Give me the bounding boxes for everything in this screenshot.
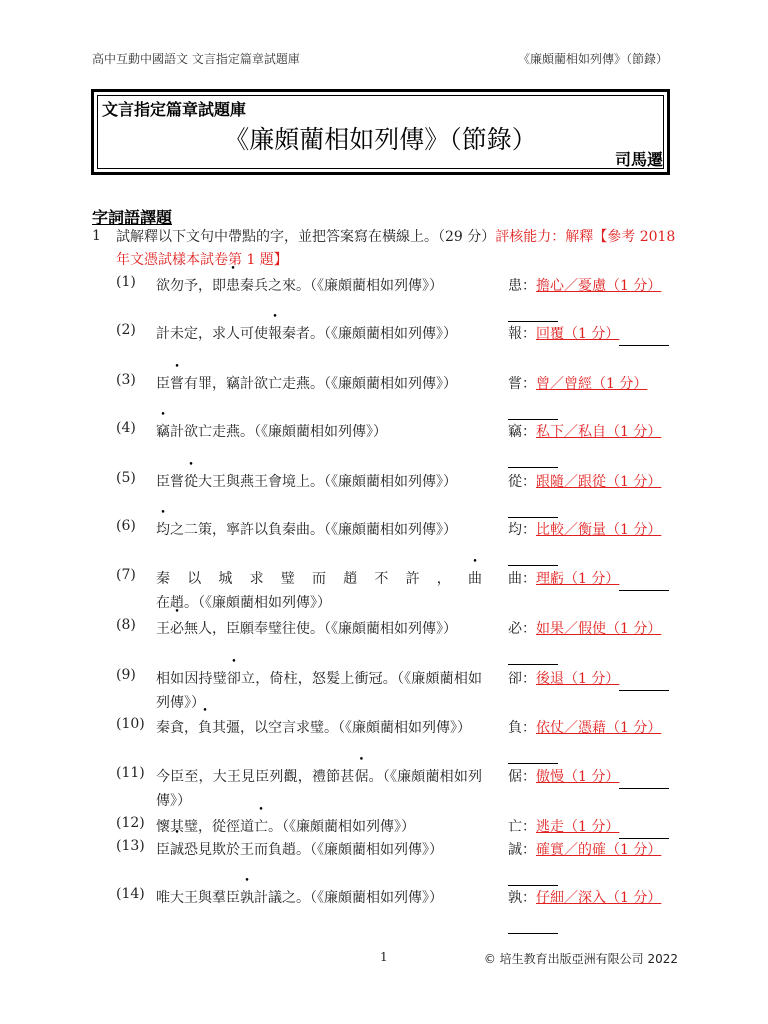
item-sentence [156, 518, 482, 542]
question-instruction [116, 226, 682, 272]
section-heading: 字詞語譯題 [92, 208, 173, 227]
answer-label: 孰： [508, 890, 536, 906]
dotted-char: 均 [156, 522, 170, 538]
answer-text: 仔細／深入（1 分） [536, 890, 662, 906]
dotted-char: 孰 [240, 890, 254, 906]
item-number: (1) [116, 274, 136, 290]
answer-label: 從： [508, 474, 536, 490]
sentence-post: 計議之。（《廉頗藺相如列傳》） [254, 890, 443, 906]
answer-blank-line [508, 917, 558, 934]
sentence-post: 立，倚柱，怒髮上衝冠。（《廉頗藺相如列傳》） [156, 671, 483, 711]
page-number: 1 [380, 950, 388, 964]
sentence-post: 。（《廉頗藺相如列傳》） [268, 819, 415, 835]
main-title: 《廉頗藺相如列傳》（節錄） [224, 125, 537, 154]
item-number: (4) [116, 420, 136, 436]
answer-label: 誠： [508, 842, 536, 858]
sentence-pre: 臣嘗 [156, 474, 184, 490]
sentence-pre: 計未定，求人可使 [156, 326, 268, 342]
item-answer [508, 716, 676, 764]
sentence-post: 其彊，以空言求璧。（《廉頗藺相如列傳》） [212, 720, 471, 736]
answer-text: 曾／曾經（1 分） [536, 376, 648, 392]
item-answer [508, 886, 676, 934]
item-number: (6) [116, 518, 136, 534]
answer-blank-line [508, 451, 558, 468]
question-text: 試解釋以下文句中帶點的字，並把答案寫在橫線上。（29 分） [116, 229, 496, 245]
item-number: (8) [116, 617, 136, 633]
answer-text: 後退（1 分） [536, 671, 620, 687]
sentence-post: 秦兵之來。（《廉頗藺相如列傳》） [240, 278, 443, 294]
answer-label: 患： [508, 278, 536, 294]
page-header-left: 高中互動中國語文 文言指定篇章試題庫 [92, 52, 300, 66]
sentence-pre: 今臣至，大王見臣列觀，禮節甚 [156, 769, 355, 785]
sentence-pre: 欲勿予，即 [156, 278, 226, 294]
answer-text: 跟隨／跟從（1 分） [536, 474, 662, 490]
dotted-char: 竊 [156, 424, 170, 440]
item-answer [508, 420, 676, 468]
item-sentence [156, 815, 482, 839]
sentence-pre: 臣 [156, 842, 170, 858]
sentence-post: 秦者。（《廉頗藺相如列傳》） [282, 326, 457, 342]
answer-blank-line [619, 329, 669, 346]
answer-text: 如果／假使（1 分） [536, 621, 662, 637]
item-sentence [156, 470, 482, 494]
dotted-char: 從 [184, 474, 198, 490]
answer-blank-line [508, 549, 558, 566]
item-number: (13) [116, 838, 145, 854]
item-answer [508, 667, 676, 691]
sentence-pre: 臣 [156, 376, 170, 392]
sentence-post: 無人，臣願奉璧往使。（《廉頗藺相如列傳》） [184, 621, 457, 637]
dotted-char: 誠 [170, 842, 184, 858]
sentence-post: 。（《廉頗藺相如列傳》） [156, 769, 483, 809]
answer-text: 逃走（1 分） [536, 819, 620, 835]
answer-blank-line [619, 674, 669, 691]
question-number: 1 [92, 228, 101, 244]
sentence-pre: 懷其璧，從徑道 [156, 819, 254, 835]
item-answer [508, 372, 676, 420]
answer-text: 回覆（1 分） [536, 326, 620, 342]
item-answer [508, 815, 676, 839]
sentence-post: 計欲亡走燕。（《廉頗藺相如列傳》） [170, 424, 387, 440]
item-number: (3) [116, 372, 136, 388]
series-title: 文言指定篇章試題庫 [102, 100, 247, 119]
answer-blank-line [508, 305, 558, 322]
answer-label: 倨： [508, 769, 536, 785]
item-sentence [156, 567, 482, 615]
dotted-char: 患 [226, 278, 240, 294]
item-sentence [156, 886, 482, 910]
sentence-pre: 王 [156, 621, 170, 637]
item-number: (5) [116, 470, 136, 486]
answer-label: 曲： [508, 571, 536, 587]
dotted-char: 負 [198, 720, 212, 736]
item-answer [508, 274, 676, 322]
page-header-right: 《廉頗藺相如列傳》（節錄） [517, 52, 668, 66]
answer-text: 理虧（1 分） [536, 571, 620, 587]
item-number: (10) [116, 716, 145, 732]
item-sentence [156, 716, 482, 740]
answer-blank-line [508, 501, 558, 518]
title-box [91, 89, 670, 175]
item-number: (12) [116, 815, 145, 831]
answer-blank-line [508, 869, 558, 886]
copyright: © 培生教育出版亞洲有限公司 2022 [483, 952, 678, 966]
item-answer [508, 322, 676, 346]
sentence-post: 之二策，寧許以負秦曲。（《廉頗藺相如列傳》） [170, 522, 457, 538]
dotted-char: 卻 [226, 671, 241, 687]
item-answer [508, 470, 676, 518]
sentence-post: 恐見欺於王而負趙。（《廉頗藺相如列傳》） [184, 842, 443, 858]
answer-text: 比較／衡量（1 分） [536, 522, 662, 538]
item-answer [508, 617, 676, 665]
answer-blank-line [508, 403, 558, 420]
answer-label: 嘗： [508, 376, 536, 392]
dotted-char: 倨 [354, 769, 369, 785]
dotted-char: 亡 [254, 819, 268, 835]
item-number: (7) [116, 567, 136, 583]
dotted-char: 必 [170, 621, 184, 637]
sentence-post: 在趙。（《廉頗藺相如列傳》） [156, 595, 331, 611]
item-number: (14) [116, 886, 145, 902]
answer-blank-line [619, 574, 669, 591]
answer-label: 竊： [508, 424, 536, 440]
answer-label: 均： [508, 522, 536, 538]
answer-blank-line [508, 648, 558, 665]
answer-blank-line [619, 772, 669, 789]
item-answer [508, 567, 676, 591]
sentence-post: 大王與燕王會境上。（《廉頗藺相如列傳》） [198, 474, 457, 490]
item-sentence [156, 765, 482, 813]
sentence-pre: 秦以城求璧而趙不許， [156, 571, 468, 587]
answer-label: 必： [508, 621, 536, 637]
item-number: (9) [116, 667, 136, 683]
author: 司馬遷 [614, 150, 663, 169]
answer-label: 亡： [508, 819, 536, 835]
item-sentence [156, 838, 482, 862]
item-sentence [156, 617, 482, 641]
answer-text: 依仗／憑藉（1 分） [536, 720, 662, 736]
dotted-char: 嘗 [170, 376, 184, 392]
dotted-char: 曲 [468, 571, 482, 587]
sentence-post: 有罪，竊計欲亡走燕。（《廉頗藺相如列傳》） [184, 376, 457, 392]
item-answer [508, 838, 676, 886]
item-sentence [156, 322, 482, 346]
dotted-char: 報 [268, 326, 282, 342]
answer-blank-line [619, 822, 669, 839]
item-sentence [156, 274, 482, 298]
item-sentence [156, 420, 482, 444]
sentence-pre: 秦貪， [156, 720, 198, 736]
item-number: (2) [116, 322, 136, 338]
answer-text: 擔心／憂慮（1 分） [536, 278, 662, 294]
answer-blank-line [508, 747, 558, 764]
answer-text: 確實／的確（1 分） [536, 842, 662, 858]
answer-label: 卻： [508, 671, 536, 687]
answer-label: 報： [508, 326, 536, 342]
sentence-pre: 唯大王與羣臣 [156, 890, 240, 906]
answer-text: 私下／私自（1 分） [536, 424, 662, 440]
answer-label: 負： [508, 720, 536, 736]
question-note: 評核能力：解釋【參考 2018 年文憑試樣本試卷第 1 題】 [116, 229, 676, 268]
item-number: (11) [116, 765, 145, 781]
answer-text: 傲慢（1 分） [536, 769, 620, 785]
sentence-pre: 相如因持璧 [156, 671, 227, 687]
item-sentence [156, 372, 482, 396]
item-answer [508, 765, 676, 789]
item-answer [508, 518, 676, 566]
